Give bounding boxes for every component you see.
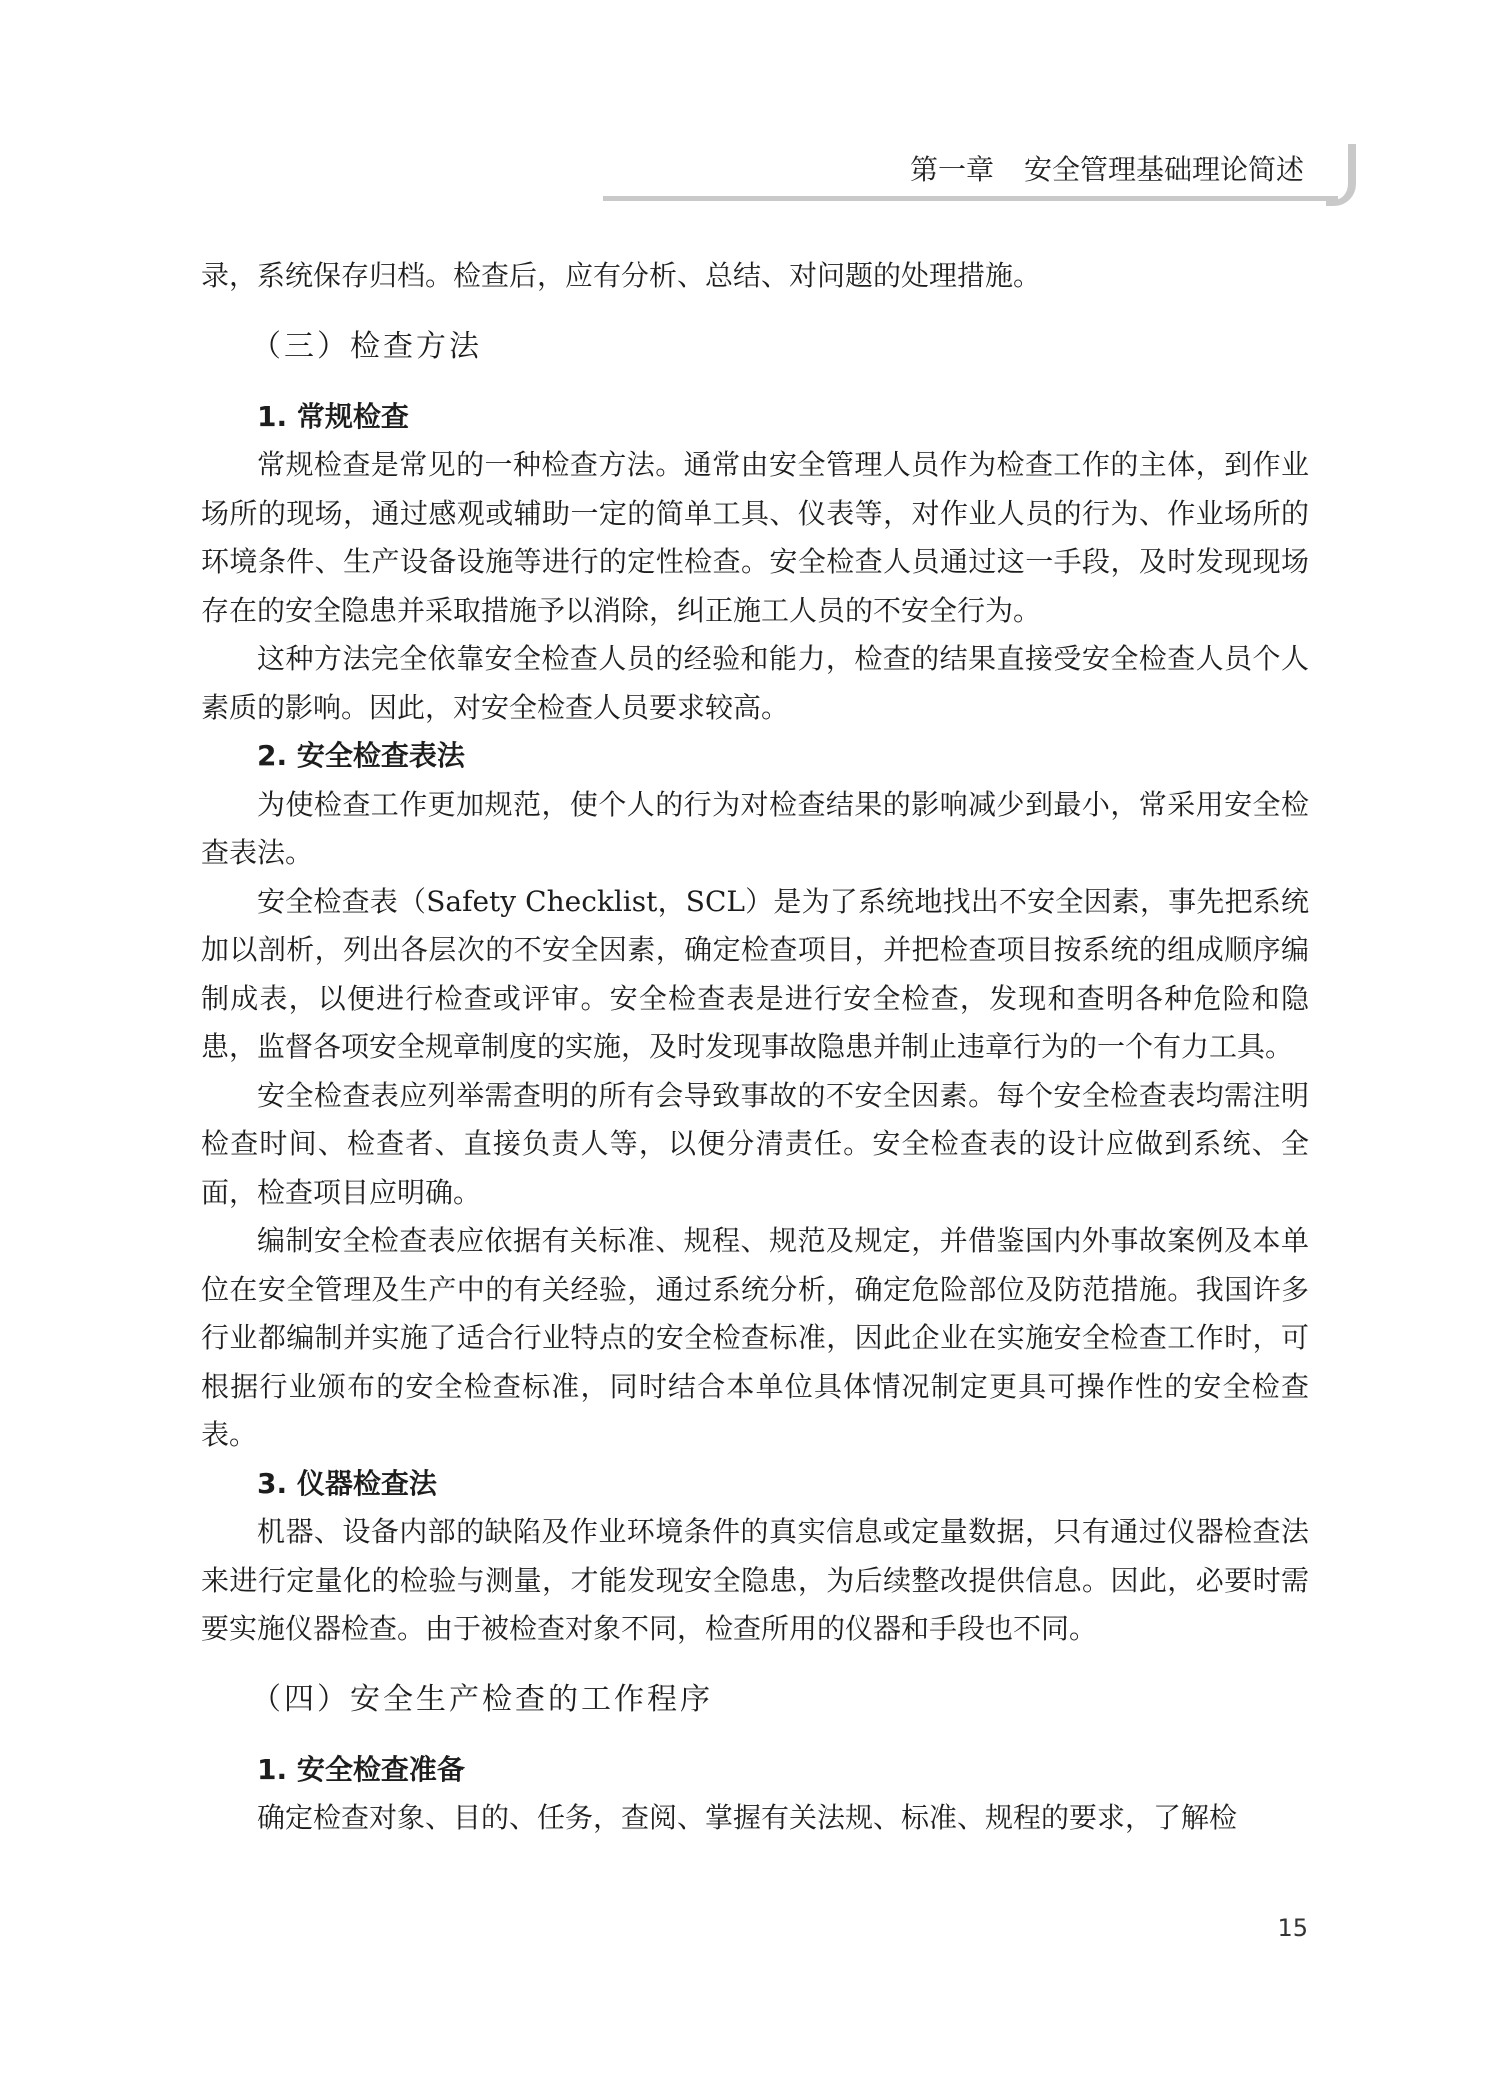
- paragraph: 安全检查表应列举需查明的所有会导致事故的不安全因素。每个安全检查表均需注明检查时间、检查者、直接负责人等，以便分清责任。安全检查表的设计应做到系统、全面，检查项目应明确。: [201, 1078, 1309, 1209]
- page-number: 15: [1277, 1914, 1308, 1942]
- paragraph: 机器、设备内部的缺陷及作业环境条件的真实信息或定量数据，只有通过仪器检查法来进行定量化的检验与测量，才能发现安全隐患，为后续整改提供信息。因此，必要时需要实施仪器检查。由于被检查对象不同，检查所用的仪器和手段也不同。: [201, 1515, 1309, 1645]
- section-heading-procedure: （四）安全生产检查的工作程序: [251, 1681, 713, 1717]
- paragraph: 编制安全检查表应依据有关标准、规程、规范及规定，并借鉴国内外事故案例及本单位在安全管理及生产中的有关经验，通过系统分析，确定危险部位及防范措施。我国许多行业都编制并实施了适合行业特点的安全检查标准，因此企业在实施安全检查工作时，可根据行业颁布的安全检查标准，同时结合本单位具体情况制定更具可操作性的安全检查表。: [201, 1224, 1309, 1451]
- paragraph: 这种方法完全依靠安全检查人员的经验和能力，检查的结果直接受安全检查人员个人素质的影响。因此，对安全检查人员要求较高。: [201, 642, 1309, 724]
- subheading-checklist-method: 2. 安全检查表法: [257, 739, 465, 772]
- subheading-instrument-check: 3. 仪器检查法: [257, 1466, 437, 1500]
- subheading-routine-check: 1. 常规检查: [257, 399, 409, 433]
- paragraph: 确定检查对象、目的、任务，查阅、掌握有关法规、标准、规程的要求，了解检: [257, 1801, 1238, 1834]
- section-heading-methods: （三）检查方法: [251, 328, 482, 364]
- running-header: [600, 148, 1304, 188]
- subheading-preparation: 1. 安全检查准备: [257, 1752, 465, 1786]
- chapter-title: 安全管理基础理论简述: [1023, 153, 1304, 186]
- page-body: [201, 252, 1309, 1843]
- header-curl-decoration: [1326, 144, 1356, 206]
- paragraph: 录，系统保存归档。检查后，应有分析、总结、对问题的处理措施。: [201, 259, 1042, 292]
- header-rule: [603, 196, 1338, 201]
- paragraph: 为使检查工作更加规范，使个人的行为对检查结果的影响减少到最小，常采用安全检查表法。: [201, 787, 1309, 869]
- paragraph: 常规检查是常见的一种检查方法。通常由安全管理人员作为检查工作的主体，到作业场所的现场，通过感观或辅助一定的简单工具、仪表等，对作业人员的行为、作业场所的环境条件、生产设备设施等进行的定性检查。安全检查人员通过这一手段，及时发现现场存在的安全隐患并采取措施予以消除，纠正施工人员的不安全行为。: [201, 448, 1309, 627]
- paragraph: 安全检查表（Safety Checklist，SCL）是为了系统地找出不安全因素，事先把系统加以剖析，列出各层次的不安全因素，确定检查项目，并把检查项目按系统的组成顺序编制成表，以便进行检查或评审。安全检查表是进行安全检查，发现和查明各种危险和隐患，监督各项安全规章制度的实施，及时发现事故隐患并制止违章行为的一个有力工具。: [201, 884, 1309, 1063]
- chapter-label: 第一章: [909, 153, 994, 186]
